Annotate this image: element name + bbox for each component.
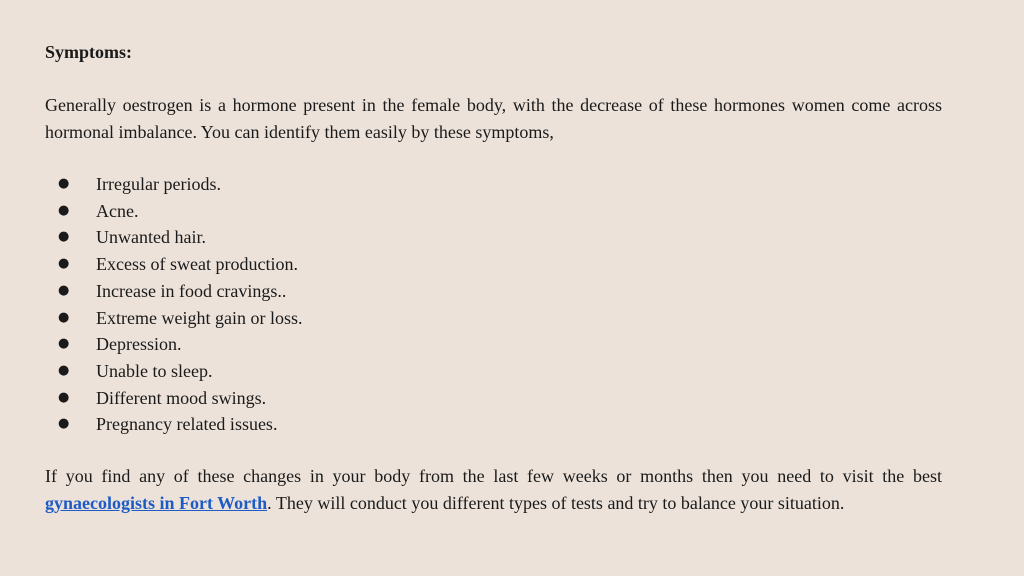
bullet-icon: ● [58,282,70,298]
list-item [45,224,942,251]
list-item-text: Unwanted hair. [96,227,206,248]
list-item [45,278,942,305]
list-item-text: Excess of sweat production. [96,254,298,275]
closing-text-before: If you find any of these changes in your body from the last few weeks or months then you need to visit the best [45,466,942,487]
list-item [45,358,942,385]
symptoms-list [45,171,942,438]
bullet-icon: ● [58,416,70,432]
section-heading: Symptoms: [45,42,133,62]
gynaecologists-link[interactable]: gynaecologists in Fort Worth [45,493,268,514]
list-item [45,198,942,225]
bullet-icon: ● [58,362,70,378]
list-item-text: Irregular periods. [96,174,221,194]
bullet-icon: ● [58,309,70,325]
list-item [45,171,942,198]
list-item [45,385,942,412]
list-item-text: Unable to sleep. [96,360,213,381]
bullet-icon: ● [58,389,70,405]
list-item-text: Different mood swings. [96,387,267,408]
closing-text-after: . They will conduct you different types of tests and try to balance your situation. [267,493,845,514]
list-item-text: Depression. [96,334,182,355]
bullet-icon: ● [58,176,70,191]
intro-paragraph: Generally oestrogen is a hormone present in the female body, with the decrease of these hormones women come across hormonal imbalance. You can identify them easily by these symptoms, [45,95,942,142]
list-item [45,305,942,332]
bullet-icon: ● [58,202,70,218]
bullet-icon: ● [58,336,70,352]
closing-paragraph [45,463,942,517]
bullet-icon: ● [58,256,70,272]
list-item [45,331,942,358]
list-item-text: Increase in food cravings.. [96,280,287,301]
list-item-text: Extreme weight gain or loss. [96,307,303,328]
list-item-text: Acne. [96,200,139,221]
list-item-text: Pregnancy related issues. [96,414,278,435]
list-item [45,251,942,278]
bullet-icon: ● [58,229,70,245]
list-item [45,411,942,438]
